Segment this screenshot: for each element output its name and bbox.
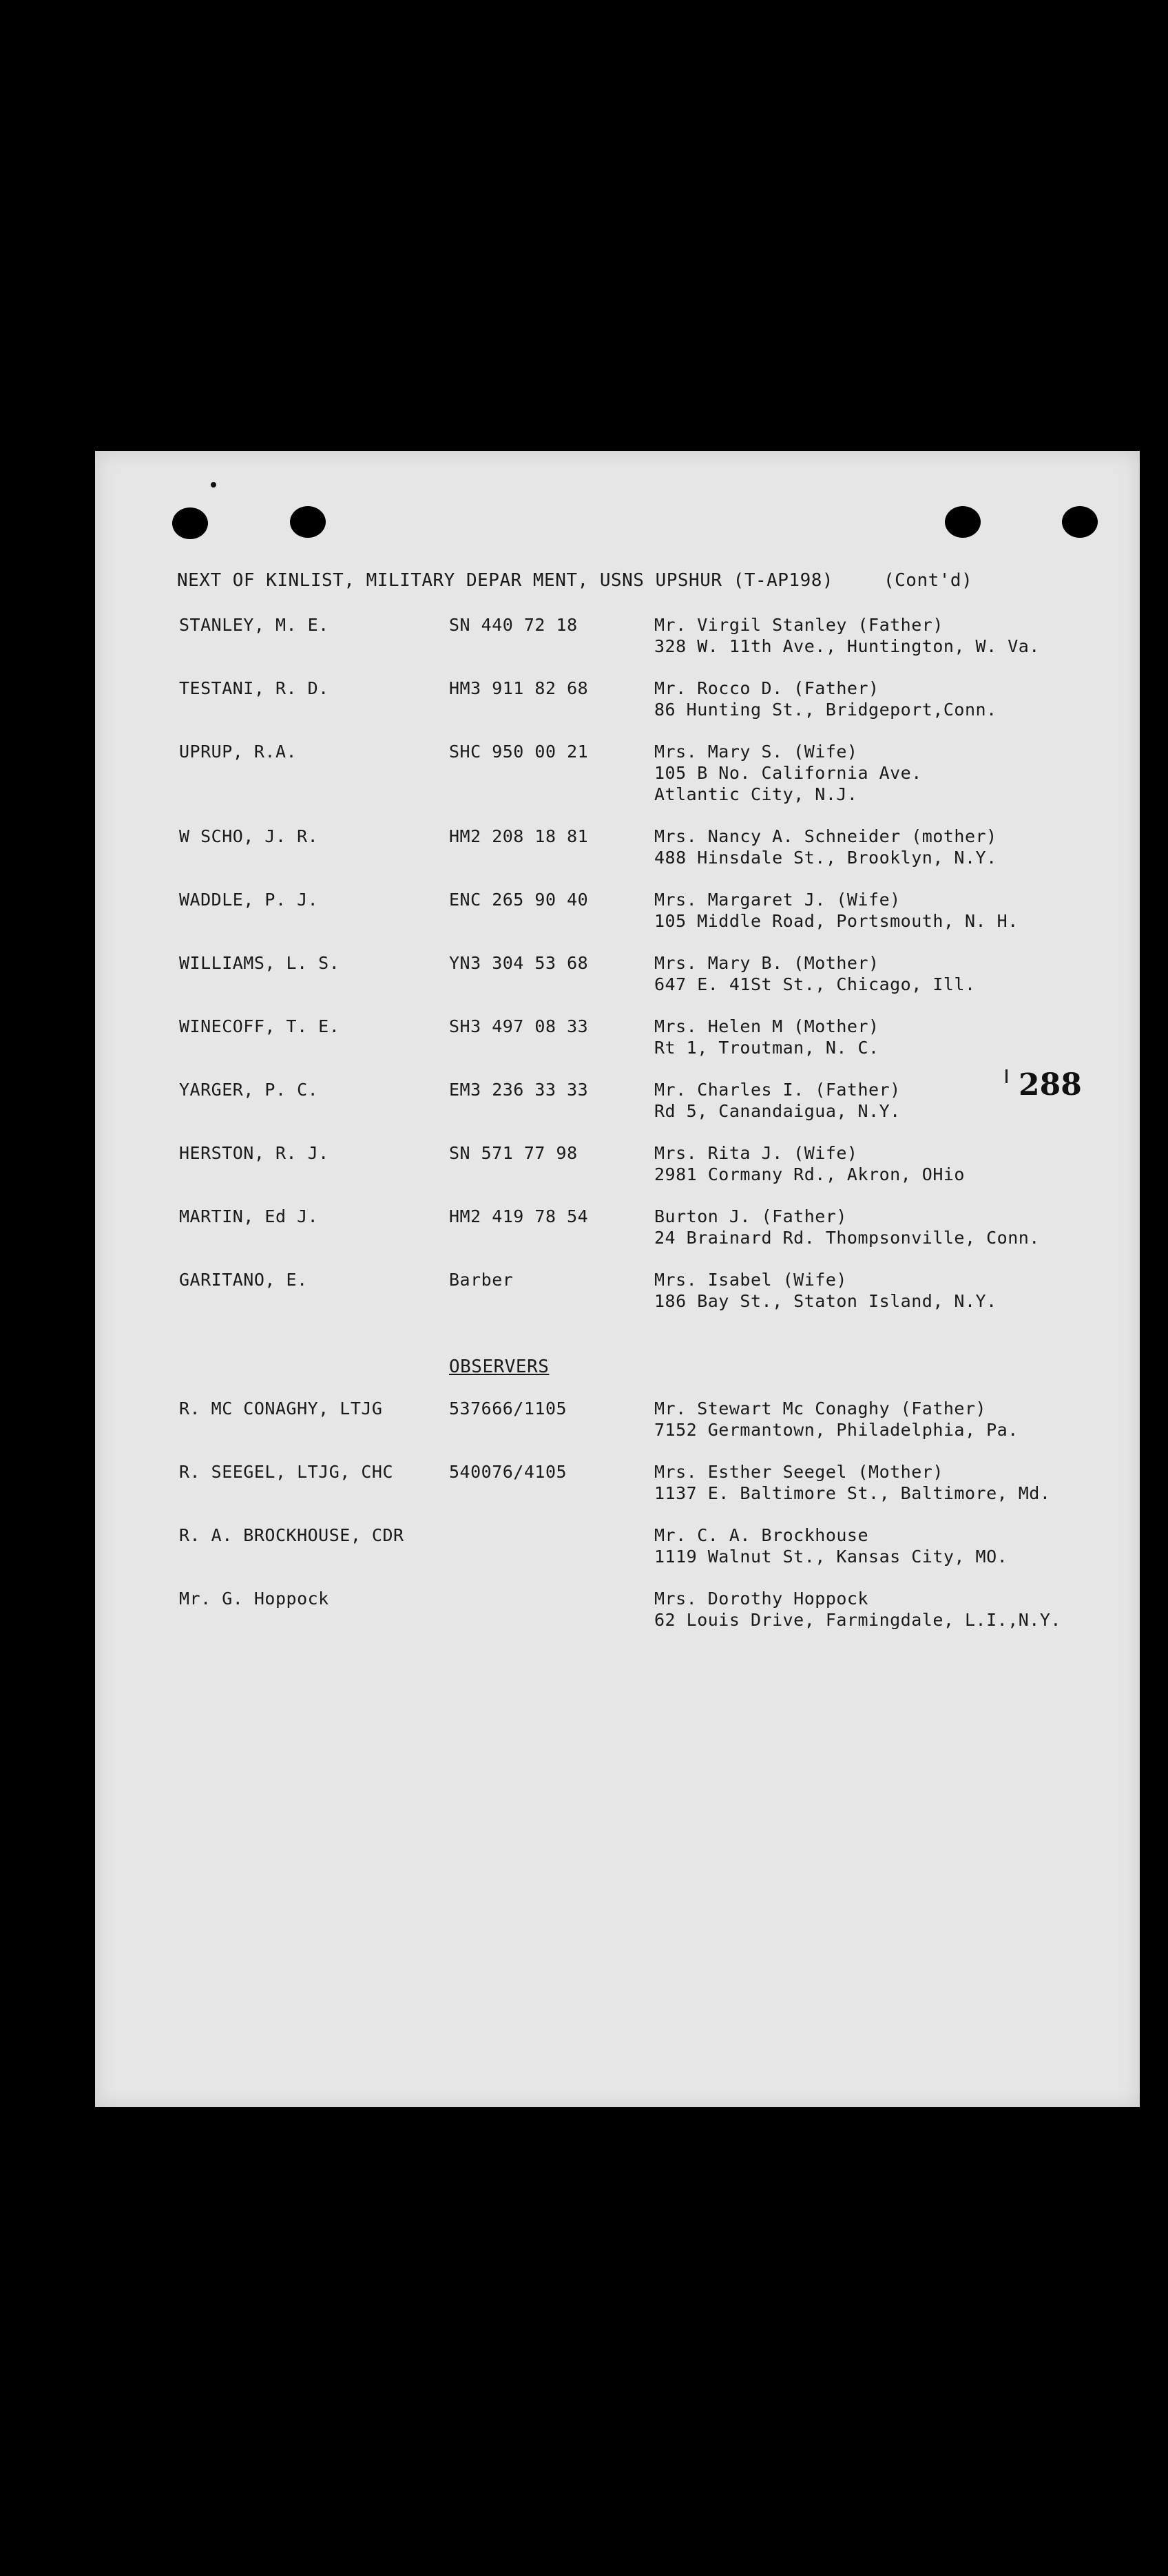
service-number: ENC 265 90 40 (449, 890, 589, 910)
kin-address: 488 Hinsdale St., Brooklyn, N.Y. (654, 848, 997, 868)
list-header: NEXT OF KINLIST, MILITARY DEPAR MENT, USNS UPSHUR (T-AP198) (177, 570, 834, 591)
service-number: EM3 236 33 33 (449, 1080, 589, 1100)
punch-hole-left-1 (172, 507, 208, 539)
kin-address: 86 Hunting St., Bridgeport,Conn. (654, 700, 997, 720)
kin-name: Mrs. Isabel (Wife) (654, 1270, 847, 1290)
kin-address: 186 Bay St., Staton Island, N.Y. (654, 1291, 997, 1311)
crew-name: WADDLE, P. J. (179, 890, 319, 910)
punch-hole-left-2 (290, 506, 326, 538)
kin-name: Mr. Stewart Mc Conaghy (Father) (654, 1399, 987, 1418)
observer-name: R. MC CONAGHY, LTJG (179, 1399, 383, 1418)
crew-name: WILLIAMS, L. S. (179, 953, 340, 973)
kin-name: Mrs. Mary S. (Wife) (654, 742, 858, 762)
kin-name: Mr. C. A. Brockhouse (654, 1525, 869, 1545)
crew-name: MARTIN, Ed J. (179, 1206, 319, 1226)
service-number: Barber (449, 1270, 514, 1290)
crew-name: STANLEY, M. E. (179, 615, 329, 635)
kin-name: Mr. Rocco D. (Father) (654, 678, 879, 698)
service-number: SHC 950 00 21 (449, 742, 589, 762)
kin-address-city: Atlantic City, N.J. (654, 784, 858, 804)
kin-name: Mrs. Esther Seegel (Mother) (654, 1462, 943, 1482)
kin-address: 2981 Cormany Rd., Akron, OHio (654, 1164, 965, 1184)
kin-address: 62 Louis Drive, Farmingdale, L.I.,N.Y. (654, 1610, 1061, 1630)
observer-name: Mr. G. Hoppock (179, 1589, 329, 1609)
kin-name: Mr. Charles I. (Father) (654, 1080, 901, 1100)
service-number: HM3 911 82 68 (449, 678, 589, 698)
kin-address: Rt 1, Troutman, N. C. (654, 1038, 879, 1058)
kin-address: 105 B No. California Ave. (654, 763, 922, 783)
service-number: HM2 208 18 81 (449, 826, 589, 846)
kin-address: 328 W. 11th Ave., Huntington, W. Va. (654, 636, 1040, 656)
crew-name: W SCHO, J. R. (179, 826, 319, 846)
service-number: HM2 419 78 54 (449, 1206, 589, 1226)
kin-name: Burton J. (Father) (654, 1206, 847, 1226)
kin-name: Mrs. Rita J. (Wife) (654, 1143, 858, 1163)
service-number: SN 571 77 98 (449, 1143, 578, 1163)
kin-address: Rd 5, Canandaigua, N.Y. (654, 1101, 901, 1121)
kin-address: 24 Brainard Rd. Thompsonville, Conn. (654, 1228, 1040, 1248)
punch-hole-right-1 (945, 506, 981, 538)
service-number: SN 440 72 18 (449, 615, 578, 635)
kin-name: Mr. Virgil Stanley (Father) (654, 615, 943, 635)
kin-address: 1137 E. Baltimore St., Baltimore, Md. (654, 1483, 1051, 1503)
crew-name: YARGER, P. C. (179, 1080, 319, 1100)
service-number: 537666/1105 (449, 1399, 567, 1418)
page-number: 288 (1019, 1067, 1082, 1102)
crew-name: UPRUP, R.A. (179, 742, 298, 762)
kin-address: 647 E. 41St St., Chicago, Ill. (654, 974, 976, 994)
crew-name: WINECOFF, T. E. (179, 1016, 340, 1036)
service-number: SH3 497 08 33 (449, 1016, 589, 1036)
punch-hole-right-2 (1062, 506, 1098, 538)
kin-name: Mrs. Nancy A. Schneider (mother) (654, 826, 997, 846)
kin-name: Mrs. Margaret J. (Wife) (654, 890, 901, 910)
stray-mark (1005, 1069, 1008, 1083)
crew-name: GARITANO, E. (179, 1270, 308, 1290)
paper-speck (211, 482, 216, 488)
service-number: 540076/4105 (449, 1462, 567, 1482)
kin-name: Mrs. Dorothy Hoppock (654, 1589, 869, 1609)
kin-name: Mrs. Mary B. (Mother) (654, 953, 879, 973)
kin-name: Mrs. Helen M (Mother) (654, 1016, 879, 1036)
kin-address: 7152 Germantown, Philadelphia, Pa. (654, 1420, 1019, 1440)
observer-name: R. SEEGEL, LTJG, CHC (179, 1462, 394, 1482)
observers-heading: OBSERVERS (449, 1357, 550, 1377)
service-number: YN3 304 53 68 (449, 953, 589, 973)
continued-label: (Cont'd) (884, 570, 973, 591)
kin-address: 105 Middle Road, Portsmouth, N. H. (654, 911, 1019, 931)
observer-name: R. A. BROCKHOUSE, CDR (179, 1525, 404, 1545)
crew-name: HERSTON, R. J. (179, 1143, 329, 1163)
crew-name: TESTANI, R. D. (179, 678, 329, 698)
kin-address: 1119 Walnut St., Kansas City, MO. (654, 1547, 1008, 1567)
